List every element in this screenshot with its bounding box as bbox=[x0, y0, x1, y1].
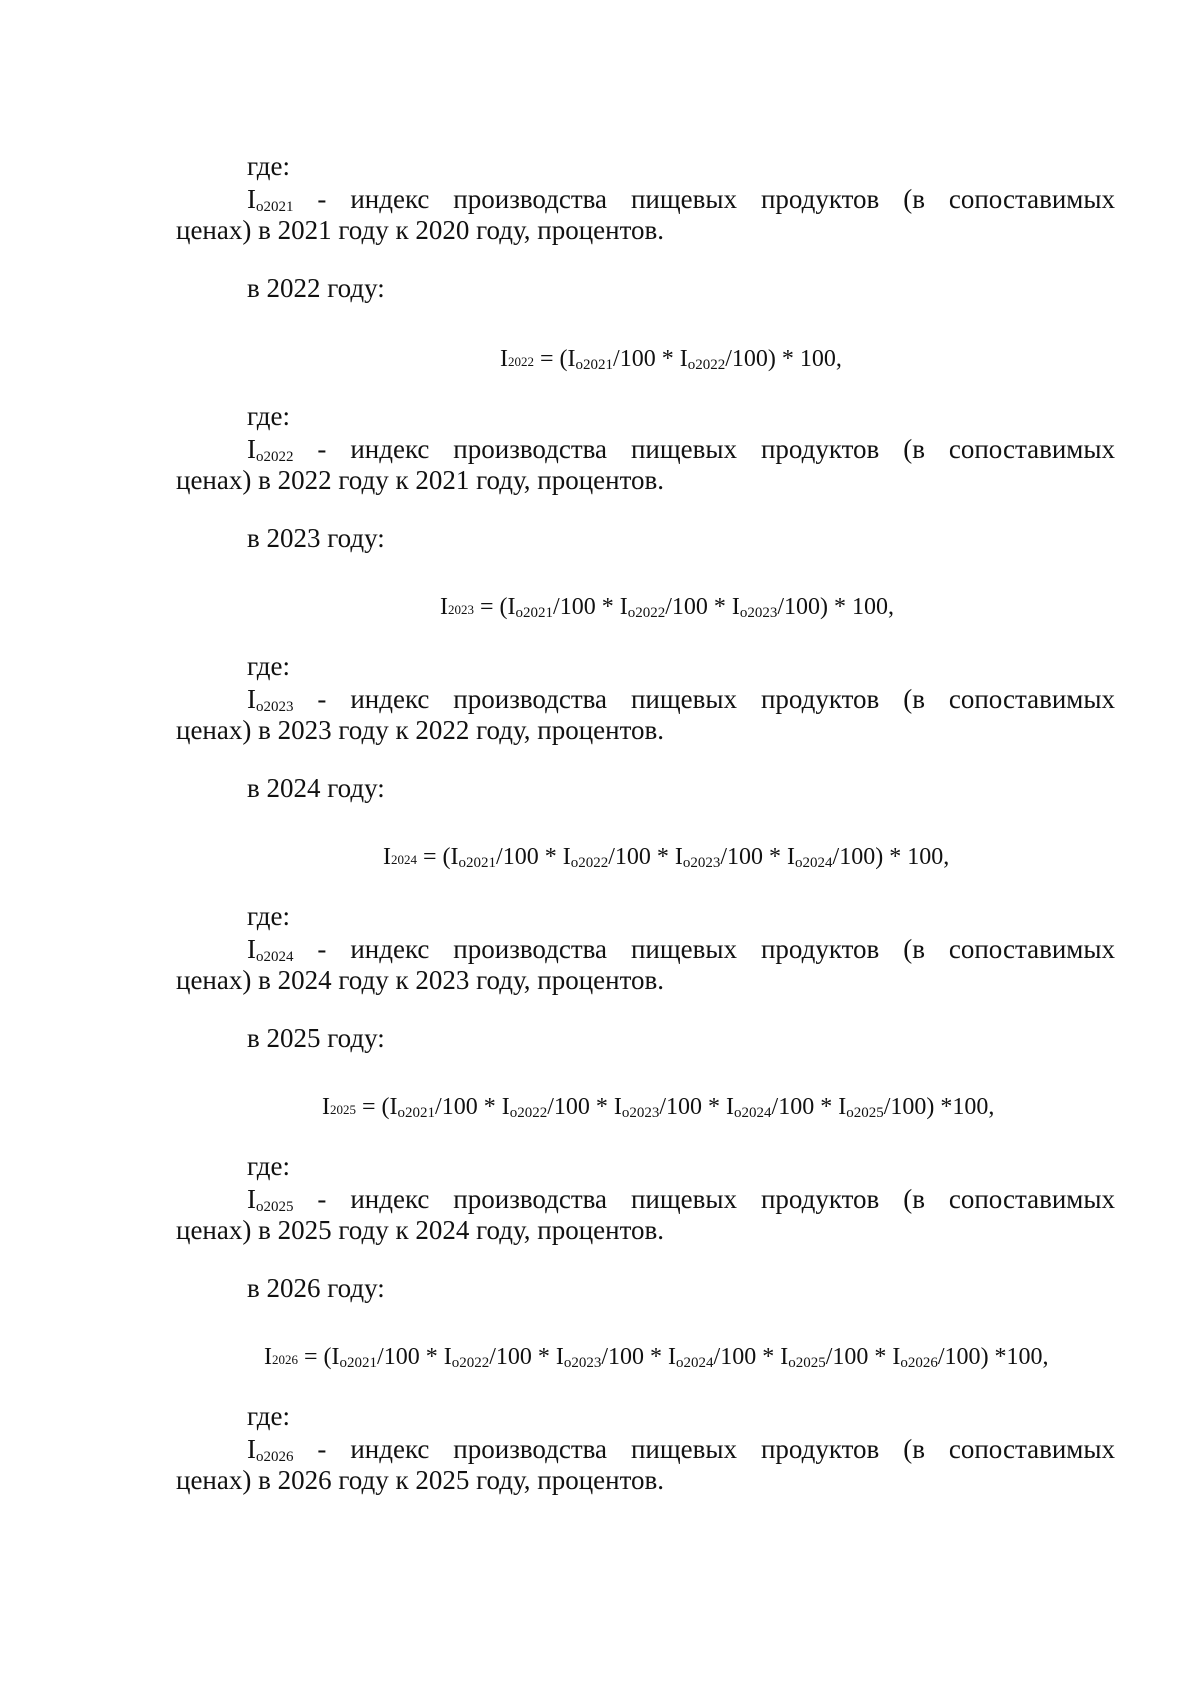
formula-term: $I_{o2022}/100$ bbox=[443, 1344, 532, 1371]
index-symbol: $I_{o2026}$ bbox=[247, 1434, 294, 1465]
formula: $I2022 = (I_{o2021}/100 * I_{o2022}/100) * 100$, bbox=[500, 346, 842, 373]
year-heading: в 2025 году: bbox=[247, 1023, 385, 1053]
definition-term-line: $I_{o2021}$ - индекс производства пищевых продуктов (в сопоставимых bbox=[247, 184, 1116, 215]
where-label: где: bbox=[247, 1401, 290, 1431]
definition-term-line: $I_{o2022}$ - индекс производства пищевых продуктов (в сопоставимых bbox=[247, 434, 1116, 465]
where-label: где: bbox=[247, 401, 290, 431]
formula-term: $I_{o2021}/100$ bbox=[567, 346, 656, 373]
formula-term: $I_{o2025}/100$ bbox=[780, 1344, 869, 1371]
where-label: где: bbox=[247, 901, 290, 931]
formula-term: $I_{o2023}/100$ bbox=[555, 1344, 645, 1371]
index-symbol: $I_{o2024}$ bbox=[247, 934, 294, 965]
definition-term-line: $I_{o2026}$ - индекс производства пищевых продуктов (в сопоставимых bbox=[247, 1434, 1116, 1465]
definition-term-line: $I_{o2024}$ - индекс производства пищевых продуктов (в сопоставимых bbox=[247, 934, 1116, 965]
where-label: где: bbox=[247, 151, 290, 181]
index-symbol: $I_{o2025}$ bbox=[247, 1184, 294, 1215]
where-label: где: bbox=[247, 1151, 290, 1181]
formula-term: $I_{o2022}/100$ bbox=[679, 346, 768, 373]
formula-term: $I_{o2025}/100$ bbox=[838, 1094, 927, 1121]
formula-term: $I_{o2021}/100$ bbox=[450, 844, 539, 871]
formula-term: $I_{o2024}/100$ bbox=[726, 1094, 815, 1121]
index-symbol: $I_{o2023}$ bbox=[247, 684, 294, 715]
formula: $I2023 = (I_{o2021}/100 * I_{o2022}/100 * I_{o2023}/100) * 100$, bbox=[440, 594, 895, 621]
definition-continuation: ценах) в 2024 году к 2023 году, процентов. bbox=[176, 965, 665, 995]
formula-term: $I_{o2021}/100$ bbox=[331, 1344, 420, 1371]
definition-continuation: ценах) в 2025 году к 2024 году, процентов. bbox=[176, 1215, 665, 1245]
definition-term-line: $I_{o2023}$ - индекс производства пищевых продуктов (в сопоставимых bbox=[247, 684, 1116, 715]
formula-term: $I_{o2024}/100$ bbox=[668, 1344, 757, 1371]
formula: $I2026 = (I_{o2021}/100 * I_{o2022}/100 * I_{o2023}/100 * I_{o2024}/100 * I_{o2025}/100 * I_{o2026}/100)$ *100, bbox=[264, 1344, 1049, 1371]
where-label: где: bbox=[247, 651, 290, 681]
formula-term: $I_{o2021}/100$ bbox=[507, 594, 596, 621]
year-heading: в 2026 году: bbox=[247, 1273, 385, 1303]
year-heading: в 2023 году: bbox=[247, 523, 385, 553]
formula-term: $I_{o2023}/100$ bbox=[674, 844, 764, 871]
index-symbol: $I_{o2021}$ bbox=[247, 184, 294, 215]
formula-term: $I_{o2021}/100$ bbox=[389, 1094, 478, 1121]
definition-continuation: ценах) в 2026 году к 2025 году, процентов. bbox=[176, 1465, 665, 1495]
formula: $I2025 = (I_{o2021}/100 * I_{o2022}/100 * I_{o2023}/100 * I_{o2024}/100 * I_{o2025}/100)$ *100, bbox=[322, 1094, 995, 1121]
definition-continuation: ценах) в 2022 году к 2021 году, процентов. bbox=[176, 465, 665, 495]
definition-continuation: ценах) в 2023 году к 2022 году, процентов. bbox=[176, 715, 665, 745]
definition-term-line: $I_{o2025}$ - индекс производства пищевых продуктов (в сопоставимых bbox=[247, 1184, 1116, 1215]
formula: $I2024 = (I_{o2021}/100 * I_{o2022}/100 * I_{o2023}/100 * I_{o2024}/100) * 100$, bbox=[383, 844, 950, 871]
definition-continuation: ценах) в 2021 году к 2020 году, процентов. bbox=[176, 215, 665, 245]
formula-term: $I_{o2026}/100$ bbox=[892, 1344, 981, 1371]
formula-term: $I_{o2022}/100$ bbox=[501, 1094, 590, 1121]
formula-term: $I_{o2023}/100$ bbox=[613, 1094, 703, 1121]
year-heading: в 2022 году: bbox=[247, 273, 385, 303]
index-symbol: $I_{o2022}$ bbox=[247, 434, 294, 465]
formula-term: $I_{o2022}/100$ bbox=[619, 594, 708, 621]
year-heading: в 2024 году: bbox=[247, 773, 385, 803]
formula-term: $I_{o2022}/100$ bbox=[562, 844, 651, 871]
formula-term: $I_{o2023}/100$ bbox=[731, 594, 821, 621]
formula-term: $I_{o2024}/100$ bbox=[787, 844, 876, 871]
